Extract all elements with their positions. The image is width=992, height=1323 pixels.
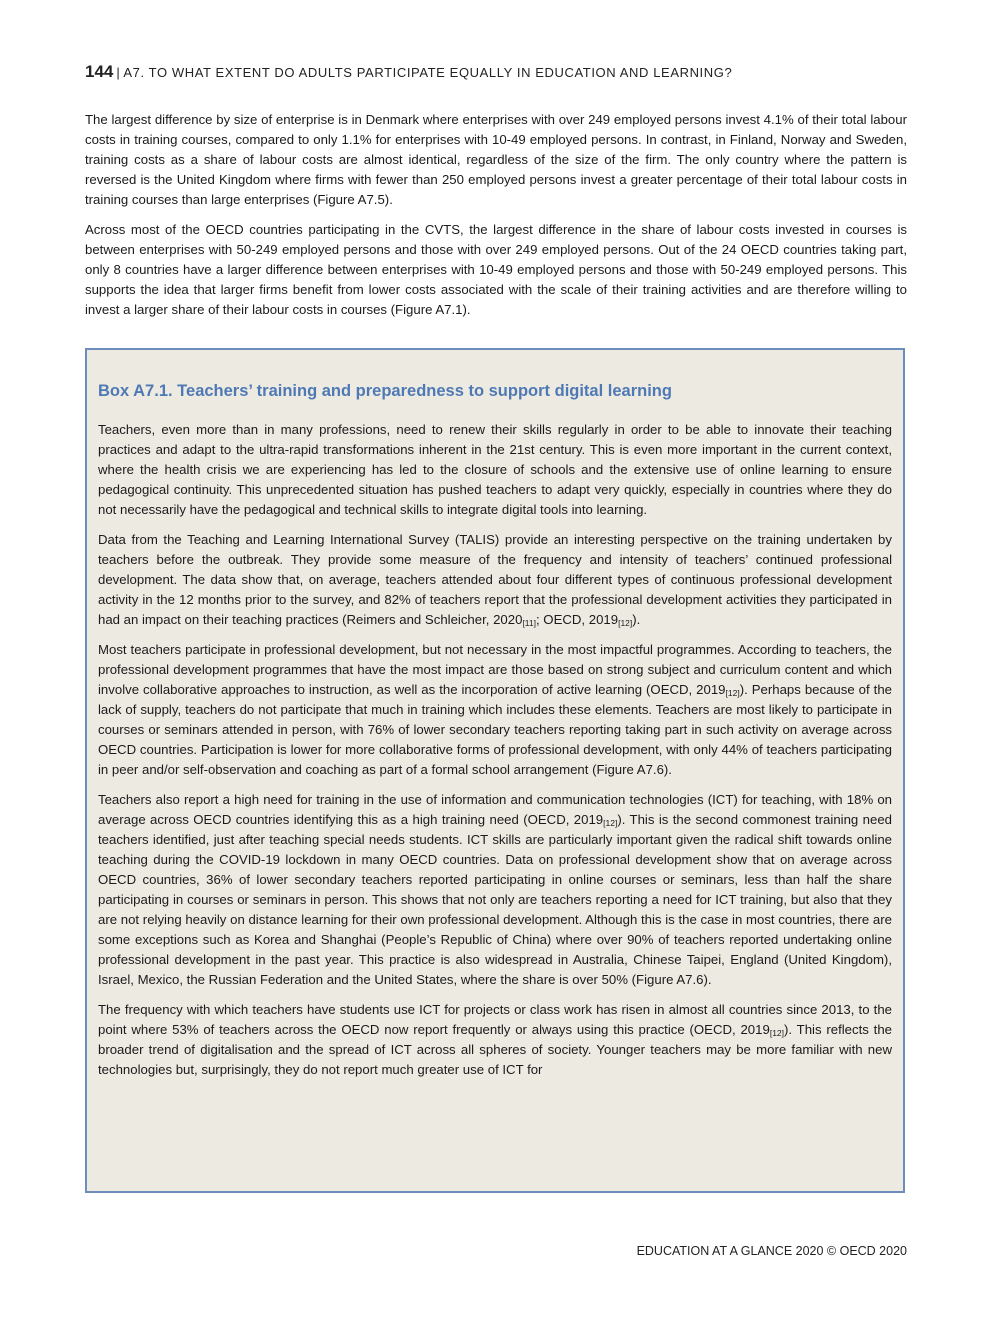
box-a7-1 — [85, 348, 905, 1193]
chapter-title: A7. TO WHAT EXTENT DO ADULTS PARTICIPATE EQUALLY IN EDUCATION AND LEARNING? — [123, 65, 733, 80]
page-footer: EDUCATION AT A GLANCE 2020 © OECD 2020 — [636, 1244, 907, 1258]
box-p2-text-a: Data from the Teaching and Learning International Survey (TALIS) provide an interesting perspective on the training undertaken by teachers before the outbreak. They provide some measure of the frequency and intensity of teachers’ continued professional development. The data show that, on average, teachers attended about four different types of continuous professional development activity in the 12 months prior to the survey, and 82% of teachers report that the professional development activities they participated in had an impact on their teaching practices (Reimers and Schleicher, 2020 — [98, 532, 892, 627]
box-p4-text-a: Teachers also report a high need for training in the use of information and communication technologies (ICT) for teaching, with 18% on average across OECD countries identifying this as a high training need (OECD, 2019 — [98, 792, 892, 827]
page-header — [85, 62, 915, 82]
box-paragraph-1: Teachers, even more than in many professions, need to renew their skills regularly in order to be able to innovate their teaching practices and adapt to the ultra-rapid transformations inherent in the 21st century. This is even more important in the current context, where the health crisis we are experiencing has led to the closure of schools and the extensive use of online learning to ensure pedagogical continuity. This unprecedented situation has pushed teachers to adapt very quickly, especially in countries where they do not necessarily have the pedagogical and technical skills to integrate digital tools into learning. — [98, 422, 892, 517]
box-p5-text-a: The frequency with which teachers have students use ICT for projects or class work has risen in almost all countries since 2013, to the point where 53% of teachers across the OECD now report frequently or always using this practice (OECD, 2019 — [98, 1002, 892, 1037]
box-paragraph-2 — [98, 530, 892, 630]
box-paragraph-5 — [98, 1000, 892, 1080]
box-p5-text-b: ). This reflects the broader trend of digitalisation and the spread of ICT across all spheres of society. Younger teachers may be more familiar with new technologies but, surprisingly, they do not report much greater use of ICT for — [98, 1022, 893, 1077]
reference-12[interactable]: [12] — [725, 688, 740, 698]
box-p3-text-a: Most teachers participate in professional development, but not necessary in the most impactful programmes. According to teachers, the professional development programmes that have the most impact are those based on strong subject and curriculum content and which involve collaborative approaches to instruction, as well as the incorporation of active learning (OECD, 2019 — [98, 642, 892, 697]
main-text — [85, 110, 907, 330]
paragraph-2: Across most of the OECD countries participating in the CVTS, the largest difference in the share of labour costs invested in courses is between enterprises with 50-249 employed persons and those with over 249 employed persons. Out of the 24 OECD countries taking part, only 8 countries have a larger difference between enterprises with 10-49 employed persons and those with 50-249 employed persons. This supports the idea that larger firms benefit from lower costs associated with the scale of their training activities and are therefore willing to invest a larger share of their labour costs in courses (Figure A7.1). — [85, 222, 907, 317]
box-p3-text-b: ). Perhaps because of the lack of supply, teachers do not participate that much in training which includes these elements. Teachers are most likely to participate in courses or seminars attended in person, with 76% of lower secondary teachers reporting taking part in such activity on average across OECD countries. Participation is lower for more collaborative forms of professional development, with only 44% of teachers participating in peer and/or self-observation and coaching as part of a formal school arrangement (Figure A7.6). — [98, 682, 892, 777]
reference-12[interactable]: [12] — [618, 618, 633, 628]
box-title: Box A7.1. Teachers’ training and preparedness to support digital learning — [98, 382, 672, 400]
box-p2-text-c: ). — [632, 612, 641, 627]
reference-12[interactable]: [12] — [603, 818, 618, 828]
box-paragraph-3 — [98, 640, 892, 780]
page-number: 144 — [85, 62, 114, 81]
reference-11[interactable]: [11] — [522, 618, 536, 628]
box-p2-text-b: ; OECD, 2019 — [535, 612, 619, 627]
header-separator: | — [116, 65, 121, 80]
box-paragraph-4 — [98, 790, 892, 990]
reference-12[interactable]: [12] — [769, 1028, 785, 1038]
box-p4-text-b: ). This is the second commonest training need teachers identified, just after teaching special needs students. ICT skills are particularly important given the radical shift towards online teaching during the COVID-19 lockdown in many OECD countries. Data on professional development show that on average across OECD countries, 36% of lower secondary teachers reported participating in online courses or seminars, less than half the share participating in courses or seminars in person. This shows that not only are teachers reporting a need for ICT training, but also that they are not relying heavily on distance learning for their own professional development. Although this is the case in most countries, there are some exceptions such as Korea and Shanghai (People’s Republic of China) where over 90% of teachers reported undertaking online professional development in the past year. This practice is also widespread in Australia, Chinese Taipei, England (United Kingdom), Israel, Mexico, the Russian Federation and the United States, where the share is over 50% (Figure A7.6). — [98, 812, 892, 987]
paragraph-1: The largest difference by size of enterprise is in Denmark where enterprises with over 249 employed persons invest 4.1% of their total labour costs in training courses, compared to only 1.1% for enterprises with 10-49 employed persons. In contrast, in Finland, Norway and Sweden, training costs as a share of labour costs are almost identical, regardless of the size of the firm. The only country where the pattern is reversed is the United Kingdom where firms with fewer than 250 employed persons invest a greater percentage of their total labour costs in training courses than large enterprises (Figure A7.5). — [85, 112, 907, 207]
